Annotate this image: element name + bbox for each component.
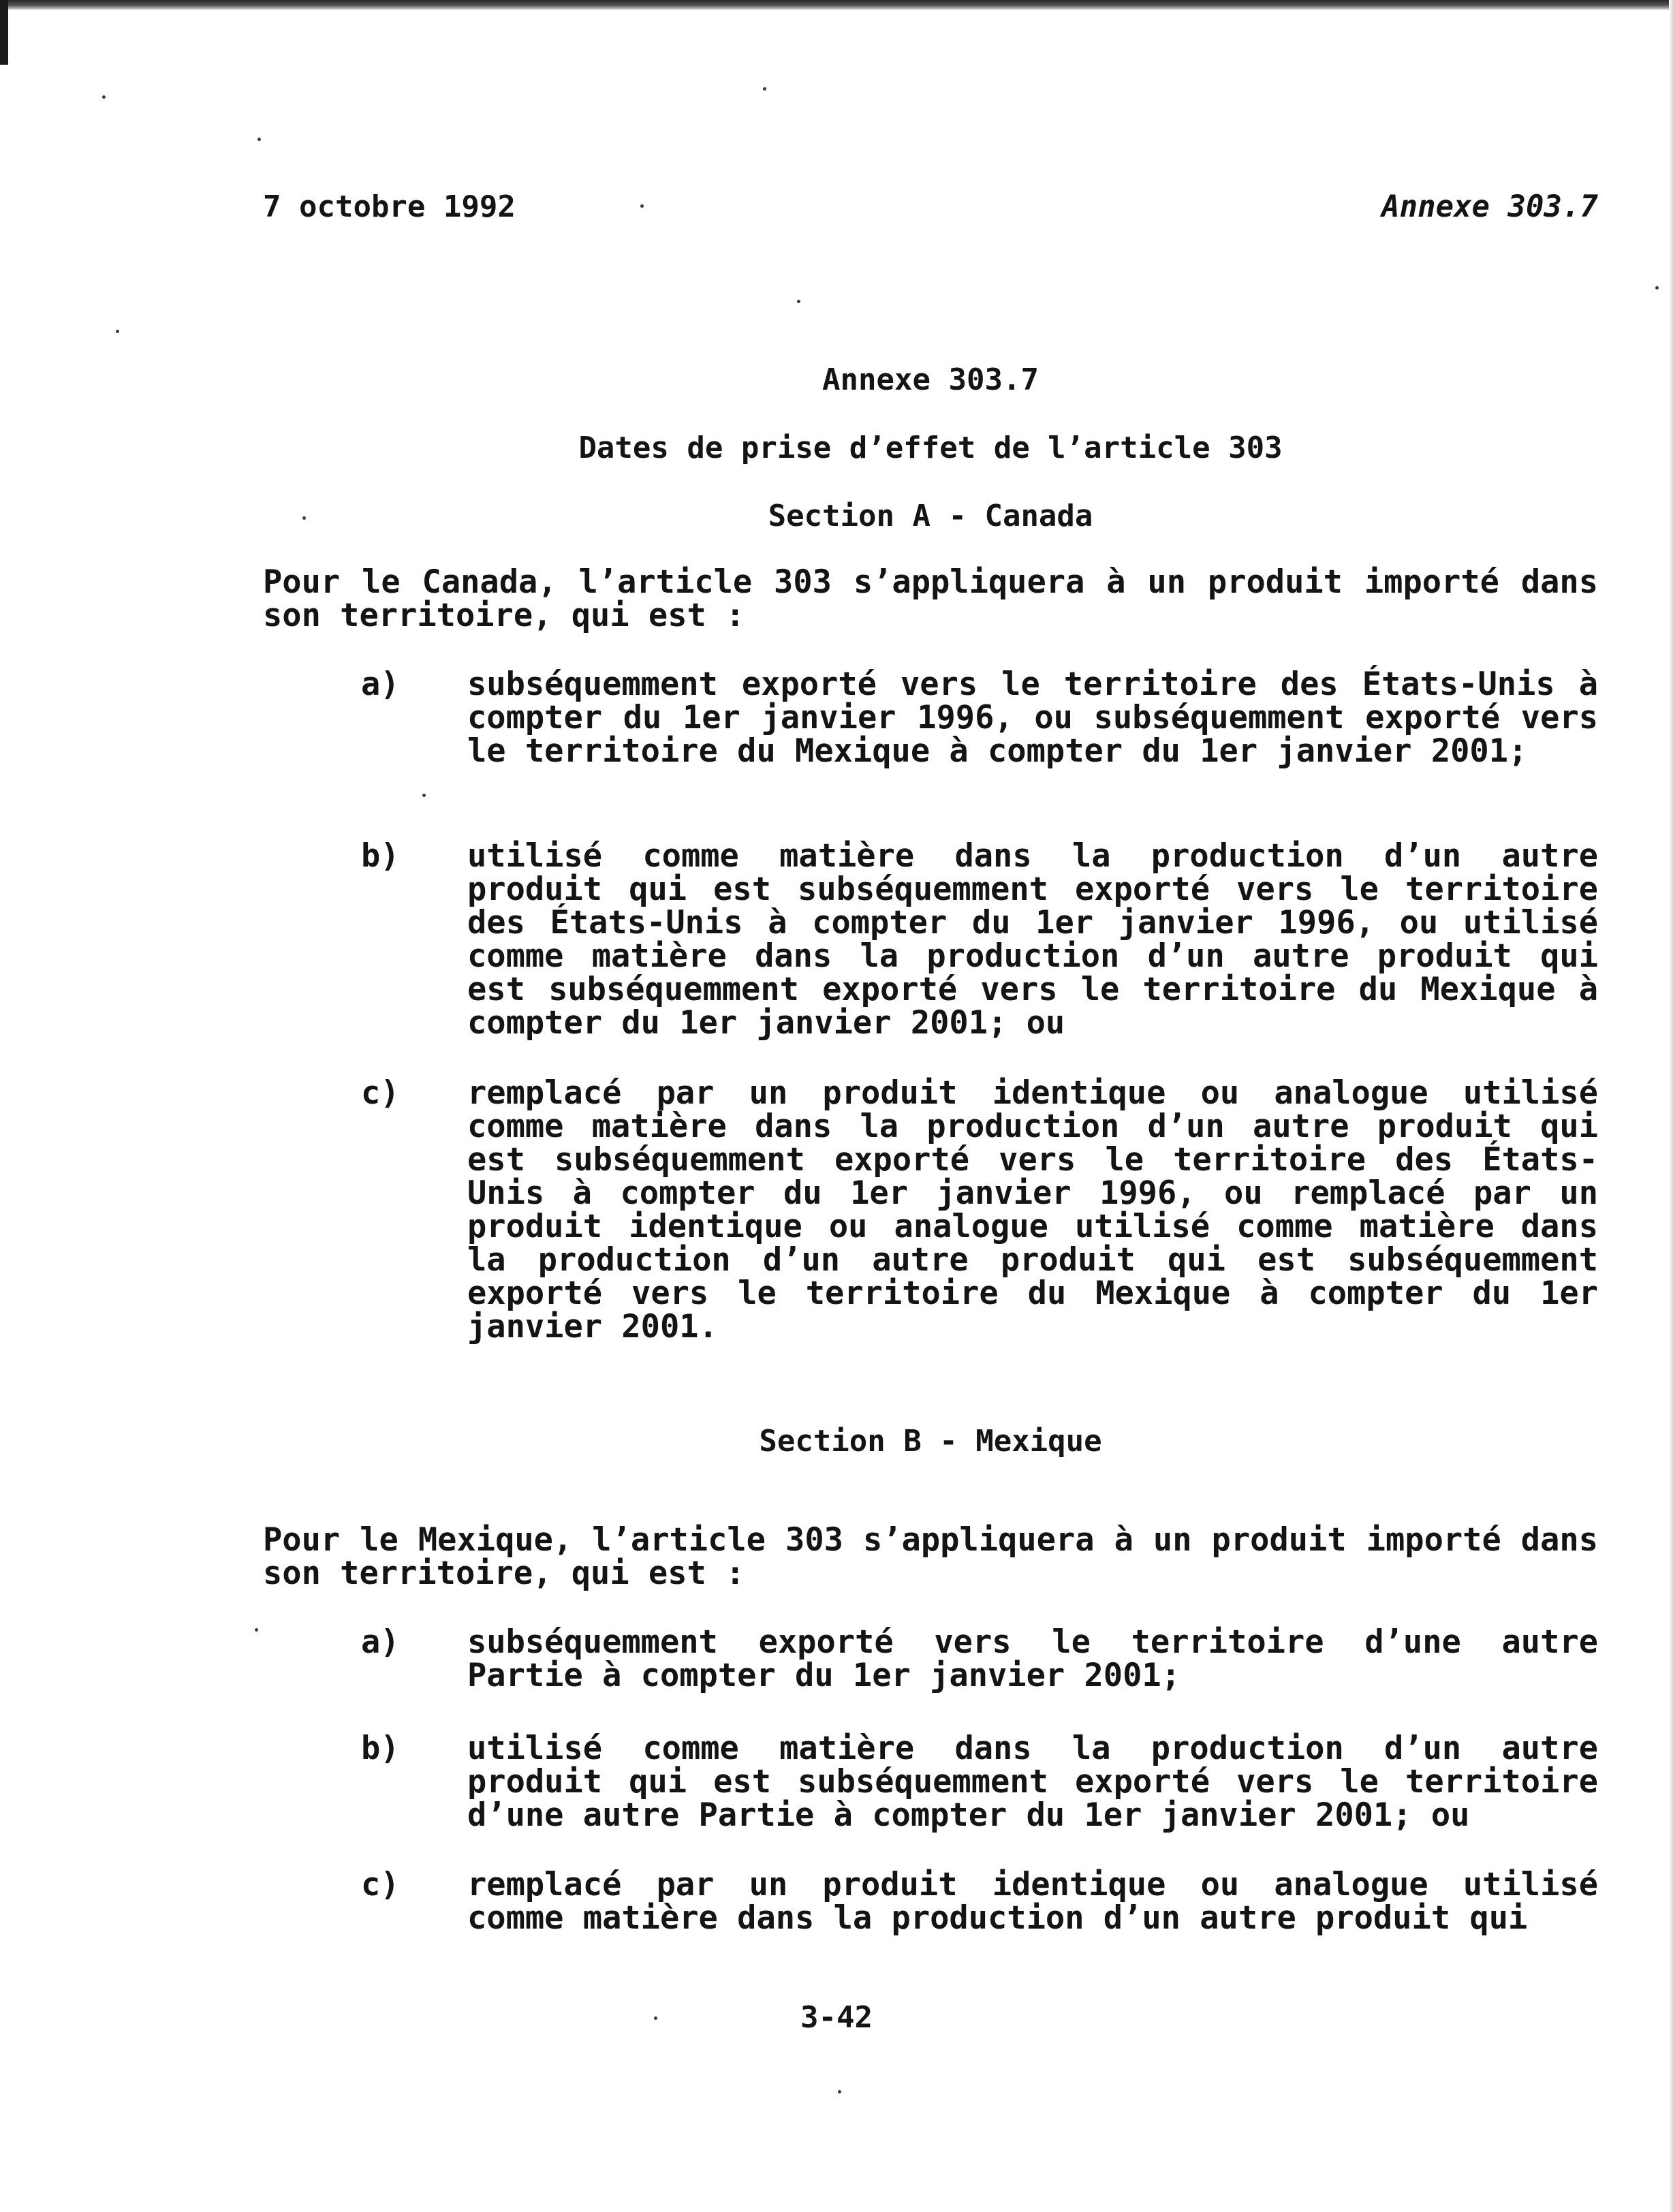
scan-speck — [257, 138, 261, 141]
section-b-heading: Section B - Mexique — [759, 1424, 1102, 1459]
section-a-intro: Pour le Canada, l’article 303 s’appliquera à un produit importé dans son territoire, qui est : — [263, 563, 1598, 634]
item-text: subséquemment exporté vers le territoire d’une autre Partie à compter du 1er janvier 2001; — [467, 1623, 1598, 1694]
scan-speck — [116, 330, 119, 333]
scan-speck — [1655, 286, 1659, 290]
item-marker: b) — [361, 1730, 400, 1767]
item-text: remplacé par un produit identique ou analogue utilisé comme matière dans la production d’un autre produit qui — [467, 1866, 1598, 1937]
item-marker: a) — [361, 666, 400, 703]
scan-speck — [797, 300, 800, 303]
scan-speck — [102, 95, 106, 99]
scan-speck — [838, 2090, 841, 2093]
header-date: 7 octobre 1992 — [263, 189, 516, 224]
item-marker: c) — [361, 1866, 400, 1903]
item-text: remplacé par un produit identique ou analogue utilisé comme matière dans la production d’un autre produit qui est subséquemment exporté vers le territoire des États-Unis à compter du 1er janvier 1996, ou remplacé par un produit identique ou analogue utilisé comme matière dans la production d’un autre produit qui est subséquemment exporté vers le territoire du Mexique à compter du 1er janvier 2001. — [467, 1074, 1598, 1345]
item-text: utilisé comme matière dans la production d’un autre produit qui est subséquemment exporté vers le territoire d’une autre Partie à compter du 1er janvier 2001; ou — [467, 1730, 1598, 1834]
scan-speck — [422, 794, 426, 797]
scan-speck — [763, 87, 766, 91]
section-a-heading: Section A - Canada — [768, 499, 1093, 533]
scan-right-edge — [1669, 0, 1673, 2212]
scan-left-bar — [0, 0, 8, 65]
page-number: 3-42 — [800, 2000, 873, 2035]
document-subtitle: Dates de prise d’effet de l’article 303 — [578, 431, 1283, 465]
scan-top-edge — [0, 0, 1673, 10]
document-title: Annexe 303.7 — [822, 362, 1039, 397]
section-b-intro: Pour le Mexique, l’article 303 s’appliquera à un produit importé dans son territoire, qui est : — [263, 1521, 1598, 1592]
item-text: subséquemment exporté vers le territoire des États-Unis à compter du 1er janvier 1996, ou subséquemment exporté vers le territoire du Mexique à compter du 1er janvier 2001; — [467, 666, 1598, 770]
scan-speck — [640, 204, 644, 208]
item-marker: a) — [361, 1623, 400, 1661]
scan-speck — [255, 1628, 258, 1632]
item-text: utilisé comme matière dans la production d’un autre produit qui est subséquemment exporté vers le territoire des États-Unis à compter du 1er janvier 1996, ou utilisé comme matière dans la production d’un autre produit qui est subséquemment exporté vers le territoire du Mexique à compter du 1er janvier 2001; ou — [467, 837, 1598, 1042]
header-annex-reference: Annexe 303.7 — [1381, 189, 1598, 224]
item-marker: c) — [361, 1074, 400, 1112]
item-marker: b) — [361, 837, 400, 875]
